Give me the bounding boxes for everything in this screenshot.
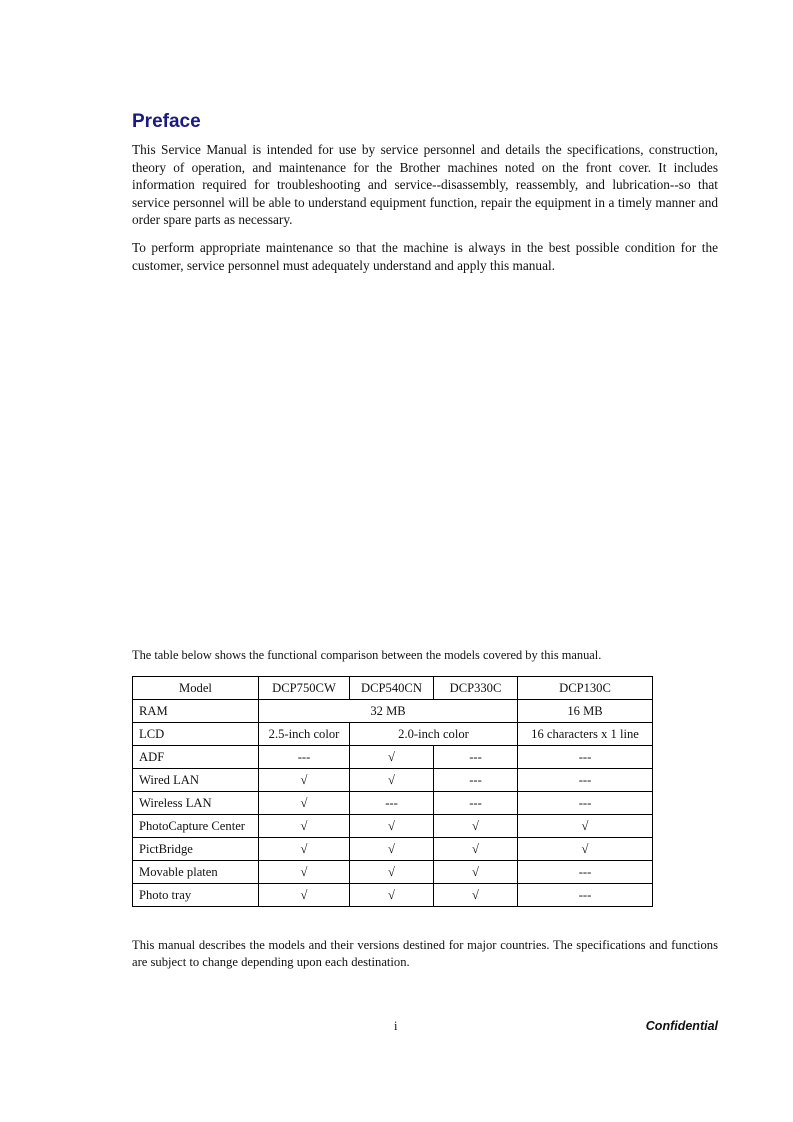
table-cell: √ [350,815,434,838]
table-cell: √ [434,815,518,838]
row-label: Photo tray [133,884,259,907]
table-cell: √ [259,838,350,861]
row-label: ADF [133,746,259,769]
table-cell: √ [350,861,434,884]
confidential-label: Confidential [645,1019,718,1033]
header-dcp750cw: DCP750CW [259,677,350,700]
table-row-lcd [133,723,653,746]
table-cell: --- [518,769,653,792]
header-dcp330c: DCP330C [434,677,518,700]
table-cell: √ [518,838,653,861]
table-cell: √ [259,792,350,815]
table-cell: √ [350,746,434,769]
table-cell: --- [518,746,653,769]
table-cell: --- [434,792,518,815]
table-cell: --- [518,861,653,884]
table-cell: --- [259,746,350,769]
table-cell: √ [434,861,518,884]
lcd-value-dcp750cw: 2.5-inch color [259,723,350,746]
table-cell: --- [434,746,518,769]
table-row-movable-platen [133,861,653,884]
table-header-row [133,677,653,700]
table-row-photocapture-center [133,815,653,838]
table-cell: √ [350,838,434,861]
model-comparison-table [132,676,653,907]
page-number: i [394,1019,398,1033]
table-row-adf [133,746,653,769]
table-cell: --- [434,769,518,792]
preface-paragraph-2: To perform appropriate maintenance so that the machine is always in the best possible condition for the customer, service personnel must adequately understand and apply this manual. [132,240,718,273]
table-cell: --- [518,792,653,815]
row-label: PhotoCapture Center [133,815,259,838]
row-label: Wired LAN [133,769,259,792]
ram-value-shared: 32 MB [259,700,518,723]
preface-paragraph-1: This Service Manual is intended for use by service personnel and details the specifications, construction, theory of operation, and maintenance for the Brother machines noted on the front cover. It includes information required for troubleshooting and service--disassembly, reassembly, and lubrication--so that service personnel will be able to understand equipment function, repair the equipment in a timely manner and order spare parts as necessary. [132,142,718,228]
header-dcp540cn: DCP540CN [350,677,434,700]
table-row-pictbridge [133,838,653,861]
table-row-wired-lan [133,769,653,792]
header-dcp130c: DCP130C [518,677,653,700]
page-title: Preface [132,111,201,132]
ram-value-dcp130c: 16 MB [518,700,653,723]
table-cell: √ [350,884,434,907]
destination-note: This manual describes the models and their versions destined for major countries. The specifications and functions are subject to change depending upon each destination. [132,938,718,969]
row-label: RAM [133,700,259,723]
lcd-value-dcp130c: 16 characters x 1 line [518,723,653,746]
row-label: Wireless LAN [133,792,259,815]
table-cell: √ [434,884,518,907]
row-label: Movable platen [133,861,259,884]
table-cell: √ [259,815,350,838]
table-cell: √ [259,884,350,907]
row-label: LCD [133,723,259,746]
table-row-wireless-lan [133,792,653,815]
table-cell: --- [350,792,434,815]
row-label: PictBridge [133,838,259,861]
header-model: Model [133,677,259,700]
table-row-ram [133,700,653,723]
table-cell: √ [259,861,350,884]
table-cell: √ [350,769,434,792]
table-row-photo-tray [133,884,653,907]
lcd-value-shared: 2.0-inch color [350,723,518,746]
table-intro: The table below shows the functional comparison between the models covered by this manual. [132,648,602,662]
table-cell: √ [518,815,653,838]
table-cell: --- [518,884,653,907]
table-cell: √ [259,769,350,792]
table-cell: √ [434,838,518,861]
